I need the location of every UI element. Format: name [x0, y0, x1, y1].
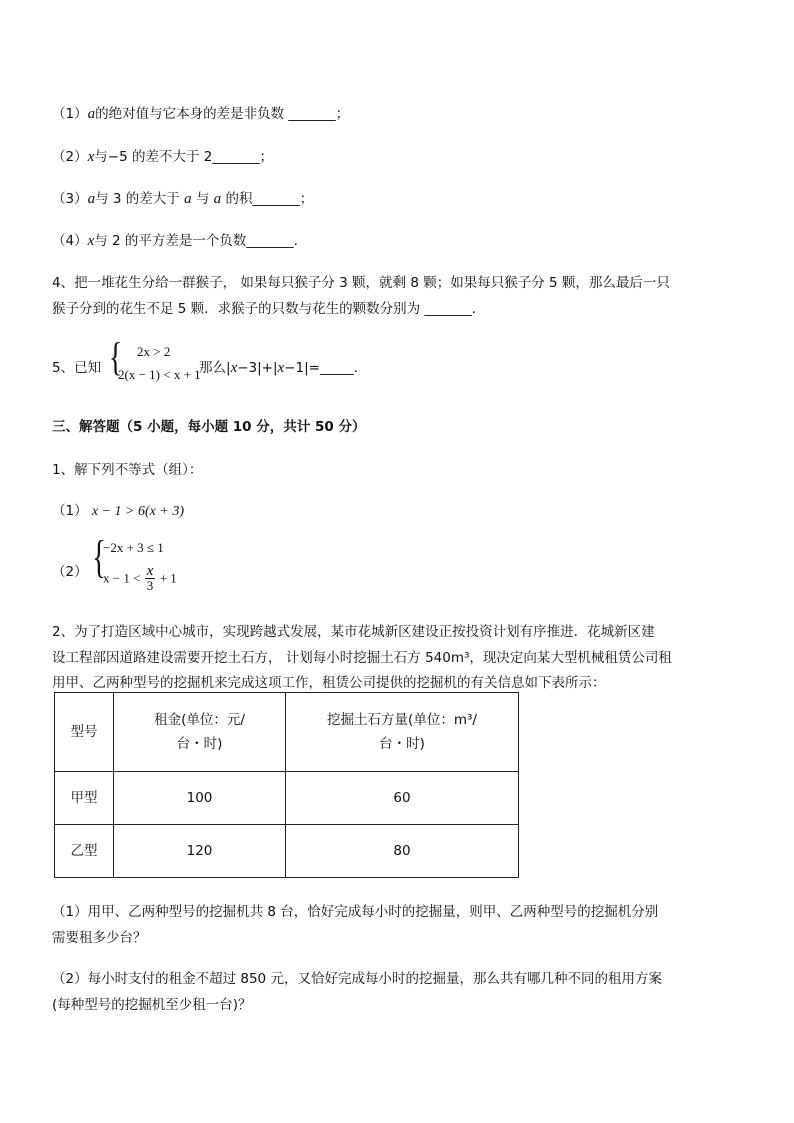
question-5-prefix: 5、已知	[52, 360, 102, 376]
subquestion-2-part-2-line-2: (每种型号的挖掘机至少租一台)？	[52, 997, 252, 1013]
header-model: 型号	[55, 693, 114, 772]
header-rent: 租金(单位：元/ 台・时)	[114, 693, 286, 772]
subquestion-2-part-2-line-1: （2）每小时支付的租金不超过 850 元，又恰好完成每小时的挖掘量，那么共有哪几种不同的租用方案	[52, 971, 662, 987]
cell-capacity: 80	[286, 825, 519, 878]
item-text: 与	[191, 191, 214, 207]
subquestion-2-line-1: 2、为了打造区域中心城市，实现跨越式发展，某市花城新区建设正按投资计划有序推进．花城新区建	[52, 624, 655, 640]
subquestion-2-line-3: 用甲、乙两种型号的挖掘机来完成这项工作，租赁公司提供的挖掘机的有关信息如下表所示：	[52, 675, 606, 691]
fill-item-2	[52, 145, 273, 166]
left-brace-icon: {	[92, 531, 106, 582]
variable: a	[184, 191, 192, 207]
item-text: 的绝对值与它本身的差是非负数 _______；	[95, 106, 350, 122]
section-title: 三、解答题（5 小题，每小题 10 分，共计 50 分）	[52, 419, 366, 435]
variable: a	[213, 191, 222, 207]
variable: x	[87, 149, 95, 165]
table-row	[55, 772, 519, 825]
system-inequality-1: −2x + 3 ≤ 1	[103, 540, 164, 555]
item-number: （2）	[52, 149, 88, 165]
fill-item-4	[52, 229, 298, 250]
subquestion-2-part-1-line-2: 需要租多少台？	[52, 930, 147, 946]
left-brace-icon: {	[108, 334, 123, 379]
question-4-line-1: 4、把一堆花生分给一群猴子， 如果每只猴子分 3 颗，就剩 8 颗；如果每只猴子分 5 颗，那么最后一只	[52, 275, 670, 291]
fraction: $\frac{x}{3}$	[146, 563, 154, 593]
question-5-suffix: 那么|x−3|+|x−1|=_____.	[199, 360, 359, 376]
cell-capacity: 60	[286, 772, 519, 825]
item-number: （3）	[52, 191, 88, 207]
item-text: 的积_______；	[221, 191, 314, 207]
subquestion-1-part-1: （1） x − 1 > 6(x + 3)	[52, 503, 184, 519]
fill-item-3	[52, 187, 313, 208]
item-text: 与 3 的差大于	[95, 191, 185, 207]
header-capacity: 挖掘土石方量(单位：m³/ 台・时)	[286, 693, 519, 772]
question-4-line-2: 猴子分到的花生不足 5 颗．求猴子的只数与花生的颗数分别为 _______．	[52, 301, 486, 317]
variable: a	[87, 106, 96, 122]
table-header-row	[55, 693, 519, 772]
subquestion-2-line-2: 设工程部因道路建设需要开挖土石方， 计划每小时挖掘土石方 540m³，现决定向某大型机械租赁公司租	[52, 650, 672, 666]
variable: x	[87, 233, 95, 249]
cell-model: 甲型	[55, 772, 114, 825]
subquestion-2-part-1-line-1: （1）用甲、乙两种型号的挖掘机共 8 台，恰好完成每小时的挖掘量，则甲、乙两种型号的挖掘机分别	[52, 904, 659, 920]
variable: a	[87, 191, 96, 207]
table-row	[55, 825, 519, 878]
system-equation-1: 2x > 2	[137, 344, 171, 359]
item-number: （4）	[52, 233, 88, 249]
fill-item-1	[52, 102, 349, 123]
system-inequality-2: x − 1 < $\frac{x}{3}$ + 1	[103, 563, 177, 593]
system-equation-2: 2(x − 1) < x + 1	[118, 367, 201, 382]
inequality: x − 1 > 6(x + 3)	[91, 504, 184, 519]
item-number: （1）	[52, 106, 88, 122]
cell-rent: 100	[114, 772, 286, 825]
item-text: 与 2 的平方差是一个负数_______.	[94, 233, 298, 249]
excavator-table	[54, 692, 519, 878]
cell-rent: 120	[114, 825, 286, 878]
item-text: 与−5 的差不大于 2_______；	[94, 149, 274, 165]
subquestion-1-title: 1、解下列不等式（组）：	[52, 462, 203, 478]
cell-model: 乙型	[55, 825, 114, 878]
